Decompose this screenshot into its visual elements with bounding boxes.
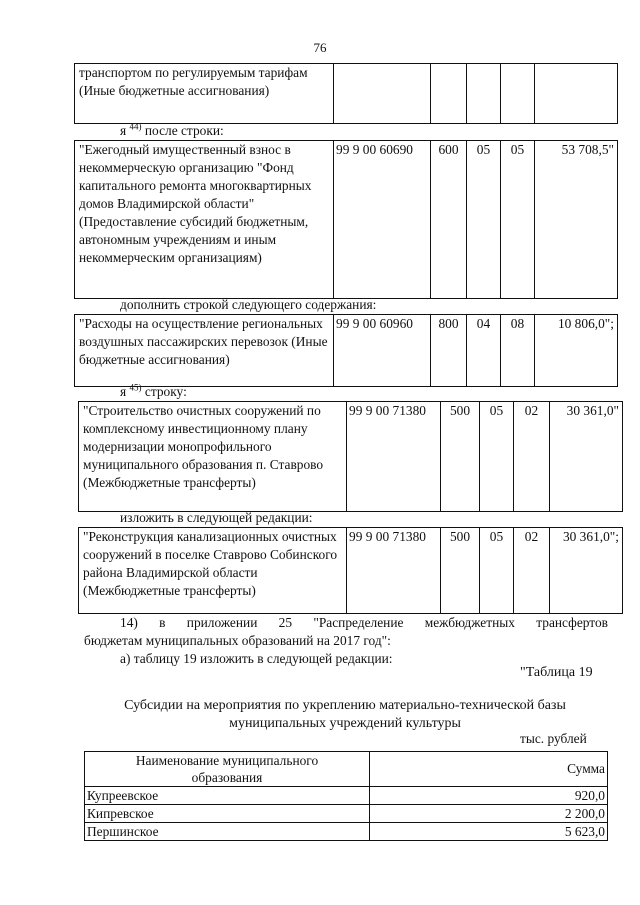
row-description: "Реконструкция канализационных очистных сооружений в поселке Ставрово Собинского района Владимирской области (Межбюджетные трансферты) [79,528,347,614]
row-pr [501,64,535,124]
row-sum: 30 361,0" [550,402,623,512]
row-code: 99 9 00 60960 [334,315,431,387]
instruction-add-line: дополнить строкой следующего содержания: [120,297,377,312]
row-vr: 500 [441,528,480,614]
row-code: 99 9 00 71380 [347,528,441,614]
instruction-replace: изложить в следующей редакции: [120,510,313,525]
table-caption-line-1: Субсидии на мероприятия по укреплению материально-технической базы [124,698,566,713]
row-vr [431,64,467,124]
budget-table-2 [74,314,618,387]
paragraph-14-line-2: бюджетам муниципальных образований на 2017 год": [84,633,391,648]
table-row [75,141,618,299]
row-sum [535,64,618,124]
row-code: 99 9 00 71380 [347,402,441,512]
row-name: Кипревское [85,805,370,823]
table-caption-line-2: муниципальных учреждений культуры [229,716,461,731]
row-vr: 800 [431,315,467,387]
row-name: Купреевское [85,787,370,805]
row-name: Першинское [85,823,370,841]
table-row [79,402,623,512]
row-description: "Ежегодный имущественный взнос в некоммерческую организацию "Фонд капитального ремонта многоквартирных домов Владимирской области" (Предоставление субсидий бюджетным, автономным учреждениям и иным некоммерческим организациям) [75,141,334,299]
row-rz [467,64,501,124]
row-code [334,64,431,124]
row-description: "Строительство очистных сооружений по комплексному инвестиционному плану модернизации монопрофильного муниципального образования п. Ставрово (Межбюджетные трансферты) [79,402,347,512]
header-name: Наименование муниципального образования [85,752,370,787]
budget-table-continuation [74,63,618,124]
table-row [85,805,608,823]
row-sum: 5 623,0 [370,823,608,841]
row-rz: 04 [467,315,501,387]
row-pr: 02 [514,402,550,512]
row-rz: 05 [480,402,514,512]
row-sum: 10 806,0"; [535,315,618,387]
row-sum: 920,0 [370,787,608,805]
subsidies-table [84,751,608,841]
budget-table-3 [78,401,623,512]
units-label: тыс. рублей [520,731,587,746]
row-rz: 05 [467,141,501,299]
row-sum: 2 200,0 [370,805,608,823]
table-row [85,787,608,805]
row-rz: 05 [480,528,514,614]
paragraph-14-line-1: 14) в приложении 25 "Распределение межбюджетных трансфертов [120,615,608,630]
row-sum: 30 361,0"; [550,528,623,614]
budget-table-1 [74,140,618,299]
row-pr: 08 [501,315,535,387]
paragraph-14-line-3: а) таблицу 19 изложить в следующей редакции: [120,651,393,666]
table-row [75,315,618,387]
row-description: "Расходы на осуществление региональных воздушных пассажирских перевозок (Иные бюджетные ассигнования) [75,315,334,387]
table-row [85,823,608,841]
row-description: транспортом по регулируемым тарифам (Иные бюджетные ассигнования) [75,64,334,124]
table-row [75,64,618,124]
page-number: 76 [313,40,327,55]
row-pr: 02 [514,528,550,614]
row-vr: 500 [441,402,480,512]
row-pr: 05 [501,141,535,299]
instruction-line: я $^{45)}$ строку: [120,382,187,399]
row-code: 99 9 00 60690 [334,141,431,299]
header-sum: Сумма [370,752,608,787]
budget-table-4 [78,527,623,614]
row-sum: 53 708,5" [535,141,618,299]
row-vr: 600 [431,141,467,299]
table-row [79,528,623,614]
table-header-row [85,752,608,787]
instruction-after-line: я $^{44)}$ после строки: [120,121,224,138]
table-label: "Таблица 19 [520,665,593,680]
